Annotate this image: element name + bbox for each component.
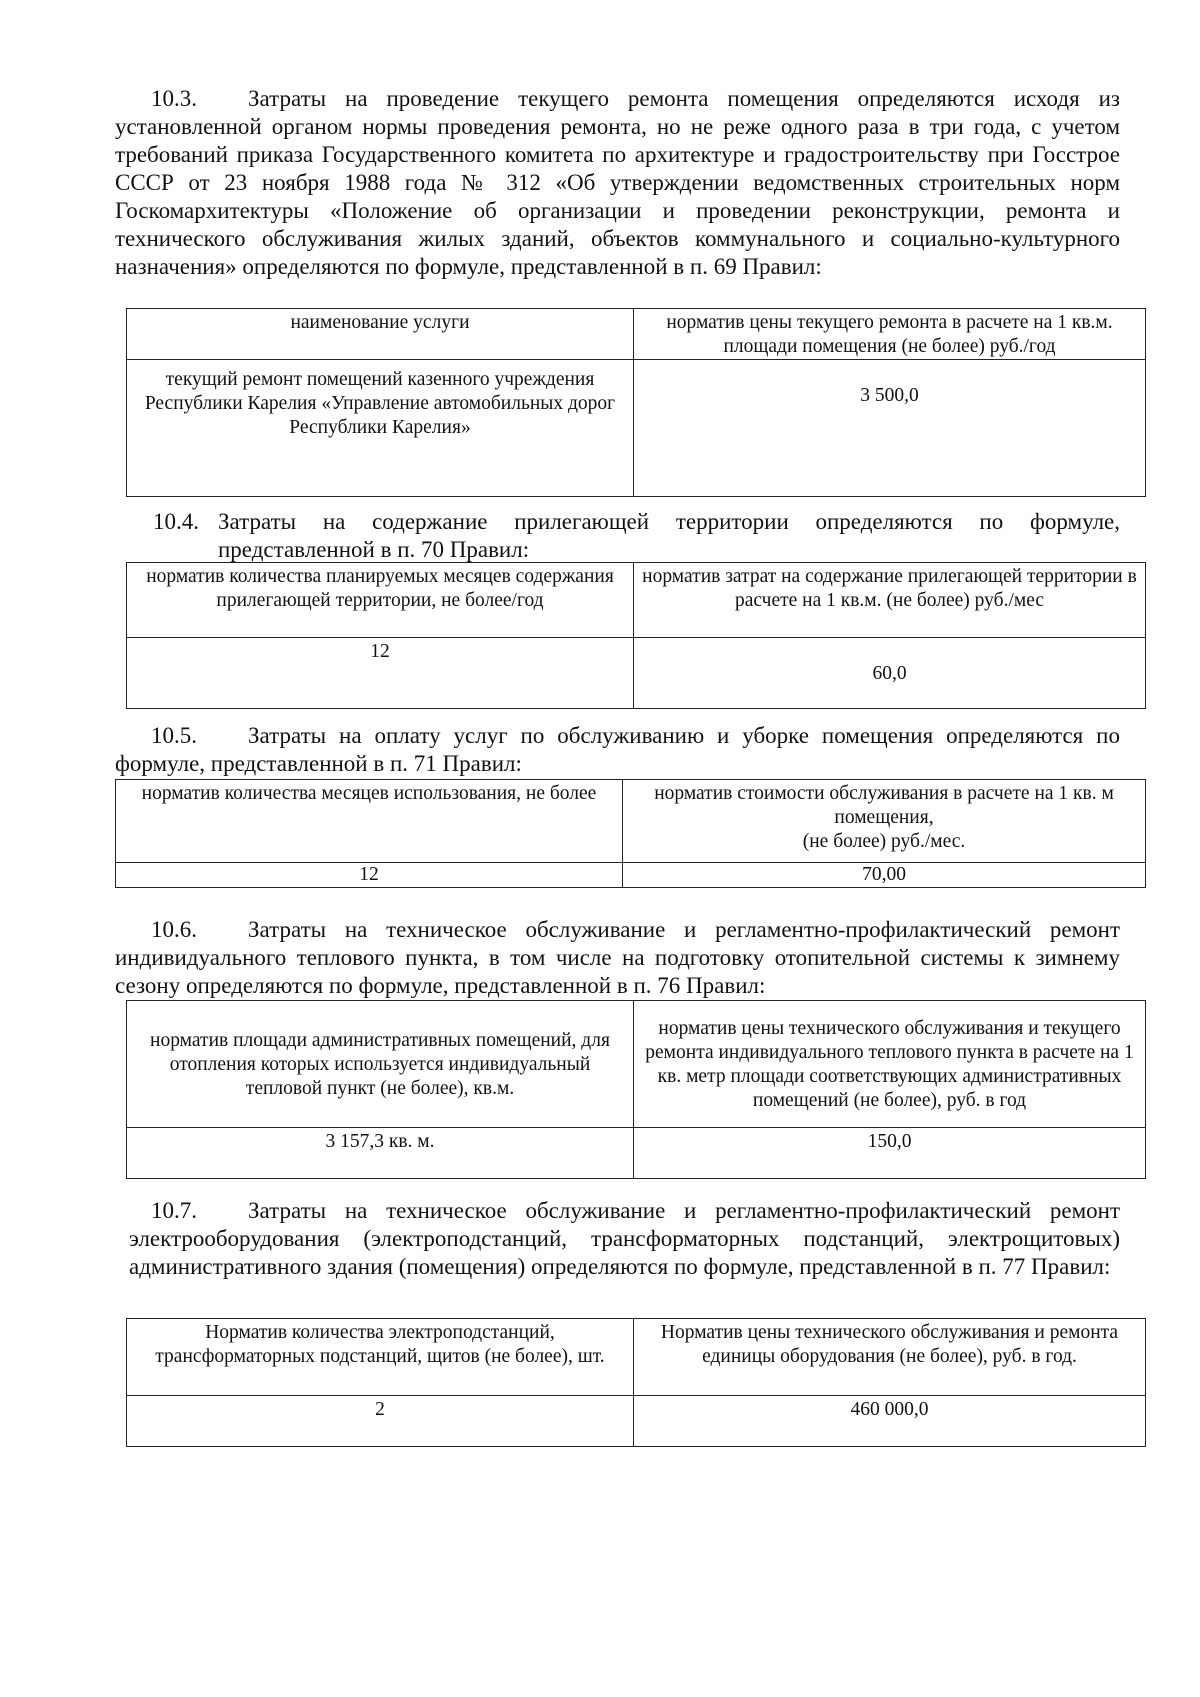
- paragraph-text: Затраты на техническое обслуживание и регламентно-профилактический ремонт электрооборудования (электроподстанций, трансформаторных подстанций, электрощитовых) административного здания (помещения) определяются по формуле, представленной в п. 77 Правил:: [129, 1198, 1120, 1279]
- table-header-row: [127, 563, 1146, 638]
- table-cell: 150,0: [634, 1128, 1146, 1179]
- table-10-5: [115, 779, 1146, 888]
- header-cell: норматив цены технического обслуживания и текущего ремонта индивидуального теплового пункта в расчете на 1 кв. метр площади соответствующих административных помещений (не более), руб. в год: [634, 1001, 1146, 1128]
- paragraph-text: Затраты на оплату услуг по обслуживанию и уборке помещения определяются по формуле, представленной в п. 71 Правил:: [115, 723, 1120, 776]
- table-cell: 2: [127, 1396, 634, 1447]
- table-cell: 3 157,3 кв. м.: [127, 1128, 634, 1179]
- paragraph-10-7: [115, 1197, 1120, 1281]
- paragraph-number: 10.7.: [151, 1198, 197, 1223]
- table-row: [127, 1128, 1146, 1179]
- paragraph-10-4: [115, 508, 1120, 564]
- paragraph-text: Затраты на техническое обслуживание и регламентно-профилактический ремонт индивидуального теплового пункта, в том числе на подготовку отопительной системы к зимнему сезону определяются по формуле, представленной в п. 76 Правил:: [115, 917, 1120, 998]
- table-10-3: [126, 308, 1146, 497]
- table-cell: 12: [127, 638, 634, 709]
- paragraph-number: 10.4.: [153, 509, 199, 534]
- header-cell: Норматив количества электроподстанций, трансформаторных подстанций, щитов (не более), шт.: [127, 1319, 634, 1396]
- paragraph-text: Затраты на содержание прилегающей территории определяются по формуле, представленной в п. 70 Правил:: [218, 509, 1120, 562]
- table-header-row: [127, 1319, 1146, 1396]
- header-cell: Норматив цены технического обслуживания и ремонта единицы оборудования (не более), руб. в год.: [634, 1319, 1146, 1396]
- paragraph-number: 10.5.: [151, 723, 197, 748]
- paragraph-number: 10.6.: [151, 917, 197, 942]
- table-row: [127, 638, 1146, 709]
- table-header-row: [127, 1001, 1146, 1128]
- header-cell: наименование услуги: [127, 309, 634, 360]
- table-cell: текущий ремонт помещений казенного учреждения Республики Карелия «Управление автомобильных дорог Республики Карелия»: [127, 360, 634, 497]
- header-line: норматив стоимости обслуживания в расчете на 1 кв. м помещения,: [654, 783, 1114, 828]
- paragraph-text: Затраты на проведение текущего ремонта помещения определяются исходя из установленной органом нормы проведения ремонта, но не реже одного раза в три года, с учетом требований приказа Государственного комитета по архитектуре и градостроительству при Госстрое СССР от 23 ноября 1988 года № 312 «Об утверждении ведомственных строительных норм Госкомархитектуры «Положение об организации и проведении реконструкции, ремонта и технического обслуживания жилых зданий, объектов коммунального и социально-культурного назначения» определяются по формуле, представленной в п. 69 Правил:: [115, 86, 1120, 279]
- table-row: [116, 863, 1146, 888]
- table-row: [127, 360, 1146, 497]
- table-cell: 3 500,0: [634, 360, 1146, 497]
- table-header-row: [127, 309, 1146, 360]
- header-line: (не более) руб./мес.: [802, 831, 966, 852]
- table-cell: 12: [116, 863, 623, 888]
- paragraph-number: 10.3.: [151, 86, 197, 111]
- header-cell: норматив количества планируемых месяцев содержания прилегающей территории, не более/год: [127, 563, 634, 638]
- header-cell: норматив затрат на содержание прилегающей территории в расчете на 1 кв.м. (не более) руб./мес: [634, 563, 1146, 638]
- header-cell: норматив цены текущего ремонта в расчете на 1 кв.м. площади помещения (не более) руб./год: [634, 309, 1146, 360]
- header-cell: норматив площади административных помещений, для отопления которых используется индивидуальный тепловой пункт (не более), кв.м.: [127, 1001, 634, 1128]
- paragraph-10-6: [115, 916, 1120, 1000]
- table-row: [127, 1396, 1146, 1447]
- table-cell: 60,0: [634, 638, 1146, 709]
- table-cell: 460 000,0: [634, 1396, 1146, 1447]
- paragraph-10-3: [115, 85, 1120, 281]
- table-10-4: [126, 562, 1146, 709]
- header-cell: норматив количества месяцев использования, не более: [116, 780, 623, 863]
- header-cell: [623, 780, 1146, 863]
- table-10-7: [126, 1318, 1146, 1447]
- table-header-row: [116, 780, 1146, 863]
- table-10-6: [126, 1000, 1146, 1179]
- paragraph-10-5: [115, 722, 1120, 778]
- table-cell: 70,00: [623, 863, 1146, 888]
